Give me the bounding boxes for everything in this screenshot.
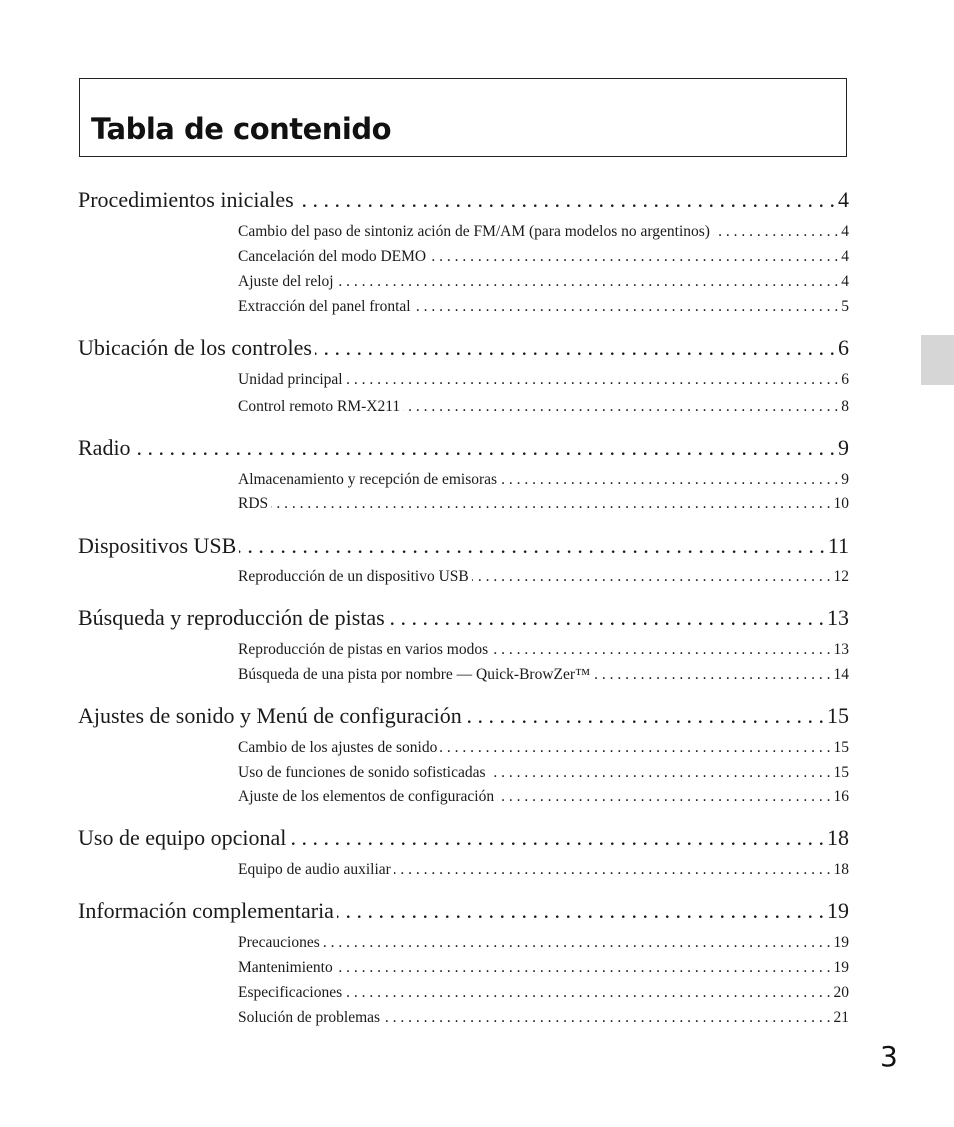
toc-item[interactable] bbox=[238, 371, 849, 389]
toc-item-page: 10 bbox=[833, 495, 849, 512]
page-title: Tabla de contenido bbox=[91, 112, 392, 146]
toc-item[interactable] bbox=[238, 934, 849, 952]
toc-item[interactable] bbox=[238, 666, 849, 684]
toc-item-title: Mantenimiento bbox=[238, 959, 333, 976]
toc-item-page: 4 bbox=[841, 273, 849, 290]
toc-item[interactable] bbox=[238, 248, 849, 266]
toc-section-page: 19 bbox=[827, 898, 849, 923]
toc-item-page: 13 bbox=[833, 641, 849, 658]
toc-item-title: Uso de funciones de sonido sofisticadas bbox=[238, 764, 486, 781]
leader-dots bbox=[323, 934, 831, 952]
leader-dots bbox=[336, 959, 831, 977]
toc-item-page: 20 bbox=[833, 984, 849, 1001]
toc-item[interactable] bbox=[238, 641, 849, 659]
toc-item-title: Extracción del panel frontal bbox=[238, 298, 411, 315]
toc-item-page: 6 bbox=[841, 371, 849, 388]
toc-item-page: 4 bbox=[841, 248, 849, 265]
toc-section[interactable] bbox=[78, 533, 849, 558]
toc-item[interactable] bbox=[238, 398, 849, 416]
toc-section-page: 18 bbox=[827, 825, 849, 850]
toc-item[interactable] bbox=[238, 861, 849, 879]
toc-item-title: Reproducción de pistas en varios modos bbox=[238, 641, 489, 658]
toc-section-page: 11 bbox=[827, 533, 849, 558]
leader-dots bbox=[497, 788, 830, 806]
title-box bbox=[79, 78, 847, 157]
toc-item[interactable] bbox=[238, 471, 849, 489]
toc-section-title: Procedimientos iniciales bbox=[78, 187, 294, 212]
toc-item-title: RDS bbox=[238, 495, 269, 512]
toc-section[interactable] bbox=[78, 435, 849, 460]
toc-section-page: 6 bbox=[838, 335, 849, 360]
page-number: 3 bbox=[880, 1040, 898, 1073]
toc-item[interactable] bbox=[238, 984, 849, 1002]
toc-section-page: 13 bbox=[827, 605, 849, 630]
leader-dots bbox=[345, 984, 830, 1002]
leader-dots bbox=[297, 187, 835, 212]
toc-item[interactable] bbox=[238, 273, 849, 291]
toc-item-page: 8 bbox=[841, 398, 849, 415]
toc-section-title: Radio bbox=[78, 435, 131, 460]
toc-section-title: Ajustes de sonido y Menú de configuración bbox=[78, 703, 462, 728]
toc-section[interactable] bbox=[78, 898, 849, 923]
toc-item-title: Cancelación del modo DEMO bbox=[238, 248, 427, 265]
leader-dots bbox=[289, 825, 824, 850]
leader-dots bbox=[315, 335, 835, 360]
toc-item-title: Búsqueda de una pista por nombre — Quick-BrowZer™ bbox=[238, 666, 591, 683]
toc-section[interactable] bbox=[78, 825, 849, 850]
toc-item-title: Ajuste del reloj bbox=[238, 273, 334, 290]
toc-section-title: Búsqueda y reproducción de pistas bbox=[78, 605, 385, 630]
toc-item-title: Unidad principal bbox=[238, 371, 343, 388]
toc-item[interactable] bbox=[238, 298, 849, 316]
toc-item-title: Almacenamiento y recepción de emisoras bbox=[238, 471, 498, 488]
toc-item[interactable] bbox=[238, 568, 849, 586]
toc-item-title: Cambio del paso de sintoniz ación de FM/AM (para modelos no argentinos) bbox=[238, 223, 710, 240]
toc-item-page: 18 bbox=[833, 861, 849, 878]
toc-item[interactable] bbox=[238, 1009, 849, 1027]
leader-dots bbox=[500, 471, 838, 489]
toc-section-title: Ubicación de los controles bbox=[78, 335, 312, 360]
leader-dots bbox=[337, 273, 839, 291]
leader-dots bbox=[383, 1009, 830, 1027]
toc-item-page: 4 bbox=[841, 223, 849, 240]
leader-dots bbox=[337, 898, 824, 923]
toc-section[interactable] bbox=[78, 187, 849, 212]
toc-item-page: 16 bbox=[833, 788, 849, 805]
toc-section-title: Dispositivos USB bbox=[78, 533, 237, 558]
leader-dots bbox=[713, 223, 838, 241]
toc-item-title: Precauciones bbox=[238, 934, 320, 951]
leader-dots bbox=[134, 435, 835, 460]
toc-item-page: 21 bbox=[833, 1009, 849, 1026]
toc-item-page: 15 bbox=[833, 764, 849, 781]
leader-dots bbox=[239, 533, 824, 558]
section-tab-marker bbox=[921, 335, 954, 385]
toc-item-title: Cambio de los ajustes de sonido bbox=[238, 739, 438, 756]
toc-item-page: 19 bbox=[833, 934, 849, 951]
toc-item-page: 12 bbox=[833, 568, 849, 585]
toc-item[interactable] bbox=[238, 495, 849, 513]
toc-item-title: Reproducción de un dispositivo USB bbox=[238, 568, 469, 585]
leader-dots bbox=[472, 568, 831, 586]
leader-dots bbox=[593, 666, 830, 684]
leader-dots bbox=[429, 248, 838, 266]
toc-section-title: Información complementaria bbox=[78, 898, 334, 923]
leader-dots bbox=[403, 398, 838, 416]
toc-item-title: Solución de problemas bbox=[238, 1009, 381, 1026]
toc-item[interactable] bbox=[238, 788, 849, 806]
toc-item-page: 5 bbox=[841, 298, 849, 315]
leader-dots bbox=[394, 861, 831, 879]
toc-item-title: Especificaciones bbox=[238, 984, 343, 1001]
toc-item-page: 15 bbox=[833, 739, 849, 756]
leader-dots bbox=[489, 764, 831, 782]
leader-dots bbox=[491, 641, 830, 659]
leader-dots bbox=[440, 739, 830, 757]
toc-section-page: 15 bbox=[827, 703, 849, 728]
leader-dots bbox=[271, 495, 830, 513]
toc-item-title: Control remoto RM-X211 bbox=[238, 398, 401, 415]
toc-section[interactable] bbox=[78, 605, 849, 630]
leader-dots bbox=[465, 703, 824, 728]
toc-section-page: 9 bbox=[838, 435, 849, 460]
toc-item[interactable] bbox=[238, 223, 849, 241]
toc-item[interactable] bbox=[238, 764, 849, 782]
toc-item-page: 9 bbox=[841, 471, 849, 488]
toc-item-title: Ajuste de los elementos de configuración bbox=[238, 788, 495, 805]
leader-dots bbox=[388, 605, 824, 630]
toc-item[interactable] bbox=[238, 739, 849, 757]
toc-section-page: 4 bbox=[838, 187, 849, 212]
toc-item[interactable] bbox=[238, 959, 849, 977]
toc-item-page: 19 bbox=[833, 959, 849, 976]
toc-section-title: Uso de equipo opcional bbox=[78, 825, 287, 850]
toc-section[interactable] bbox=[78, 703, 849, 728]
toc-section[interactable] bbox=[78, 335, 849, 360]
toc-item-title: Equipo de audio auxiliar bbox=[238, 861, 391, 878]
leader-dots bbox=[346, 371, 839, 389]
toc-item-page: 14 bbox=[833, 666, 849, 683]
leader-dots bbox=[414, 298, 839, 316]
